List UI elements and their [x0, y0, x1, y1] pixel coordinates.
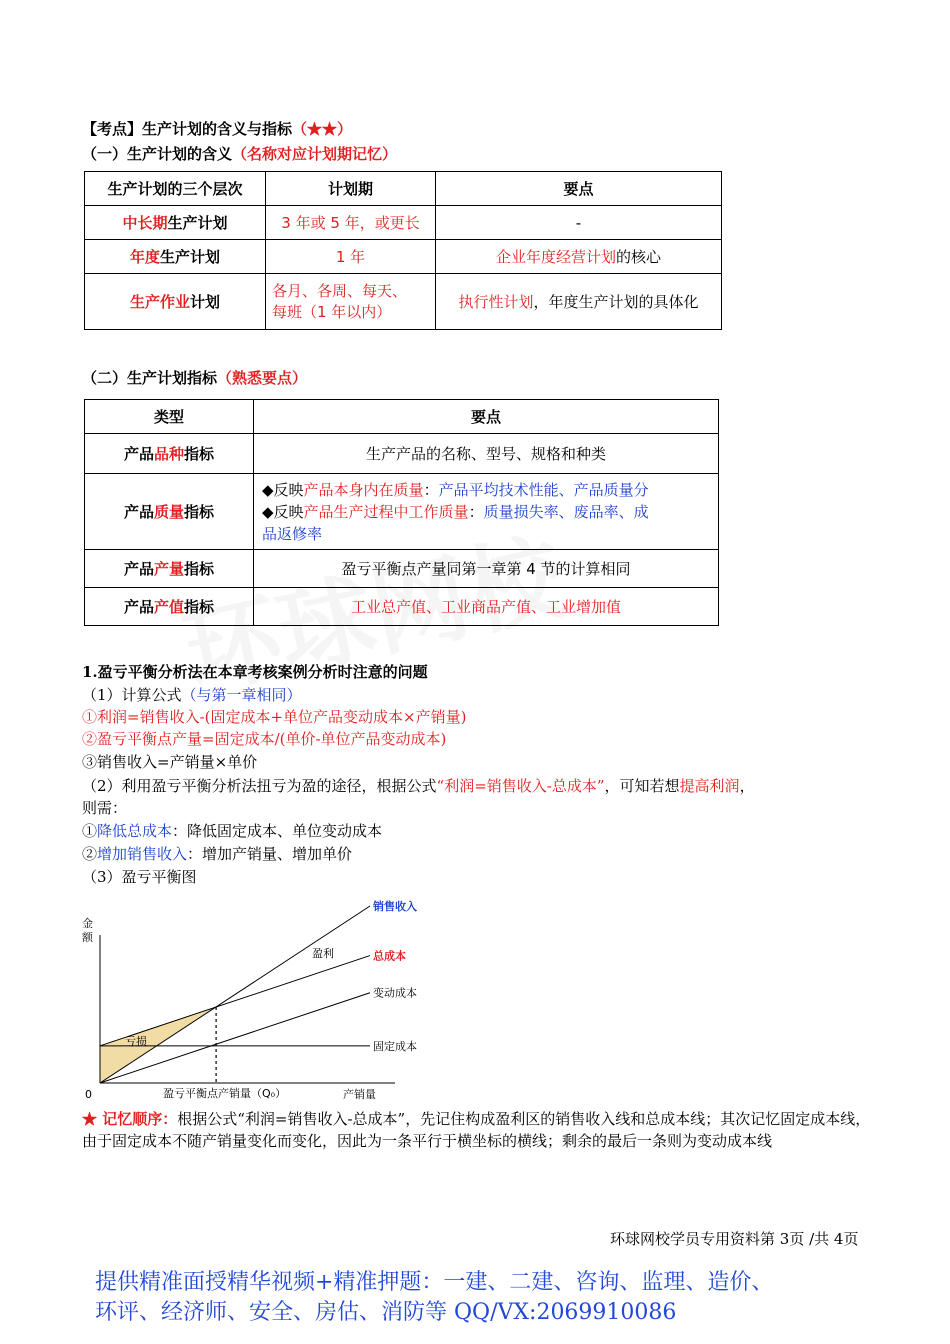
- table-row: 产品产值指标 工业总产值、工业商品产值、工业增加值: [85, 588, 719, 626]
- y-axis-label: 金额: [82, 917, 93, 944]
- ad-line-1: 提供精准面授精华视频+精准押题：一建、二建、咨询、监理、造价、: [95, 1270, 774, 1295]
- section-title: 【考点】生产计划的含义与指标（★★）: [82, 120, 353, 138]
- analysis-line: （2）利用盈亏平衡分析法扭亏为盈的途径，根据公式“利润=销售收入-总成本”，可知若想提高利润，: [82, 777, 755, 795]
- memory-note: ★ 记忆顺序：根据公式“利润=销售收入-总成本”，先记住构成盈利区的销售收入线和总成本线；其次记忆固定成本线，由于固定成本不随产销量变化而变化，因此为一条平行于横坐标的横线；剩余的最后一条则为变动成本线: [82, 1110, 871, 1150]
- table-header: 类型: [85, 400, 254, 434]
- analysis-line: 则需：: [82, 799, 128, 817]
- table-row: 产品质量指标 ◆反映产品本身内在质量：产品平均技术性能、产品质量分 ◆反映产品生产过程中工作质量：质量损失率、废品率、成 品返修率: [85, 474, 719, 550]
- analysis-title: 1.盈亏平衡分析法在本章考核案例分析时注意的问题: [82, 663, 428, 681]
- table-header: 生产计划的三个层次: [85, 172, 266, 206]
- sub-title-2: （二）生产计划指标（熟悉要点）: [82, 369, 308, 387]
- analysis-line: ②盈亏平衡点产量=固定成本/(单价-单位产品变动成本): [82, 730, 447, 748]
- analysis-line: （1）计算公式（与第一章相同）: [82, 686, 302, 704]
- breakeven-label: 盈亏平衡点产销量（Q₀）: [163, 1087, 287, 1100]
- profit-label: 盈利: [312, 947, 334, 960]
- series-label: 变动成本: [373, 986, 417, 1000]
- table-row: 产品品种指标 生产产品的名称、型号、规格和种类: [85, 434, 719, 474]
- analysis-line: ①降低总成本：降低固定成本、单位变动成本: [82, 822, 383, 840]
- table-row: 中长期生产计划 3 年或 5 年，或更长 -: [85, 206, 722, 240]
- origin-label: 0: [85, 1088, 92, 1101]
- analysis-line: ①利润=销售收入-(固定成本+单位产品变动成本×产销量): [82, 708, 467, 726]
- series-label: 总成本: [373, 949, 406, 963]
- analysis-line: ③销售收入=产销量×单价: [82, 753, 258, 771]
- loss-label: 亏损: [125, 1035, 147, 1048]
- breakeven-chart: [75, 895, 435, 1105]
- plan-levels-table: [84, 171, 722, 330]
- series-label: 销售收入: [373, 900, 417, 913]
- plan-indicator-table: [84, 399, 719, 626]
- table-row: 年度生产计划 1 年 企业年度经营计划的核心: [85, 240, 722, 274]
- x-axis-label: 产销量: [343, 1088, 376, 1101]
- page-footer: 环球网校学员专用资料第 3页 /共 4页: [610, 1230, 859, 1248]
- table-header: 计划期: [266, 172, 436, 206]
- series-line: [100, 906, 370, 1083]
- ad-line-2: 环评、经济师、安全、房估、消防等 QQ/VX:2069910086: [95, 1300, 677, 1325]
- series-label: 固定成本: [373, 1039, 417, 1053]
- series-line: [100, 956, 370, 1046]
- table-header: 要点: [436, 172, 722, 206]
- table-row: 生产作业计划 各月、各周、每天、 每班（1 年以内） 执行性计划，年度生产计划的具体化: [85, 274, 722, 330]
- analysis-line: ②增加销售收入：增加产销量、增加单价: [82, 845, 353, 863]
- table-row: 产品产量指标 盈亏平衡点产量同第一章第 4 节的计算相同: [85, 550, 719, 588]
- analysis-line: （3）盈亏平衡图: [82, 868, 197, 886]
- table-header: 要点: [254, 400, 719, 434]
- sub-title-1: （一）生产计划的含义（名称对应计划期记忆）: [82, 145, 398, 163]
